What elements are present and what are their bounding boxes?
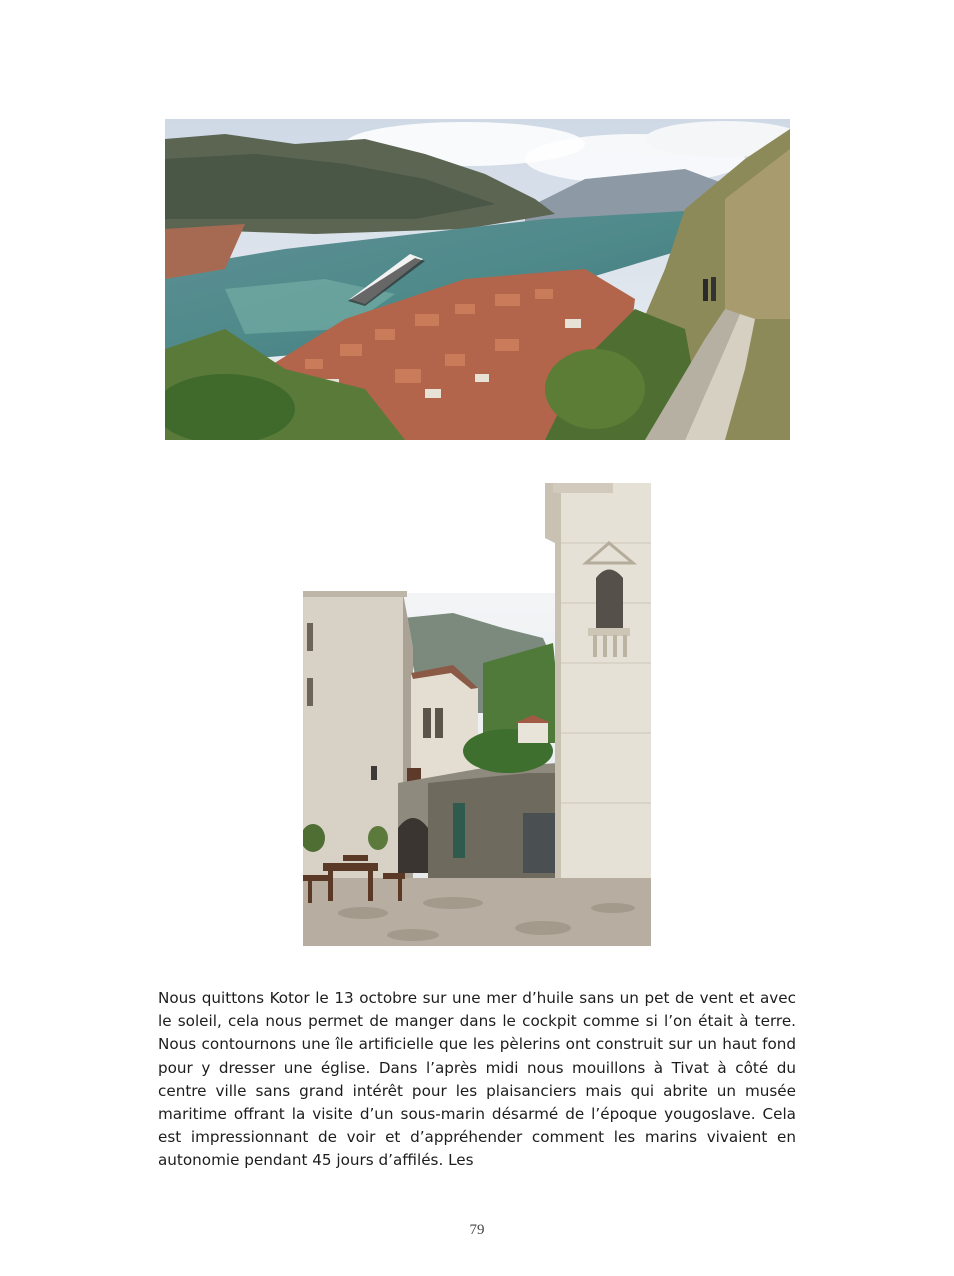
landscape-photo-icon (165, 119, 790, 440)
body-paragraph: Nous quittons Kotor le 13 octobre sur une mer d’huile sans un pet de vent et avec le soleil, cela nous permet de manger dans le cockpit comme si l’on était à terre. Nous contournons une île artificielle que les pèlerins ont construit sur un haut fond pour y dresser une église. Dans l’après midi nous mouillons à Tivat à côté du centre ville sans grand intérêt pour les plaisanciers mais qui abrite un musée maritime offrant la visite d’un sous-marin désarmé de l’époque yougoslave. Cela est impressionnant de voir et d’appréhender comment les marins vivaient en autonomie pendant 45 jours d’affilés. Les (158, 989, 796, 1170)
page-number: 79 (469, 1222, 485, 1238)
kotor-bay-photo (165, 119, 790, 440)
old-town-square-photo (303, 483, 651, 946)
architecture-photo-icon (303, 483, 651, 946)
